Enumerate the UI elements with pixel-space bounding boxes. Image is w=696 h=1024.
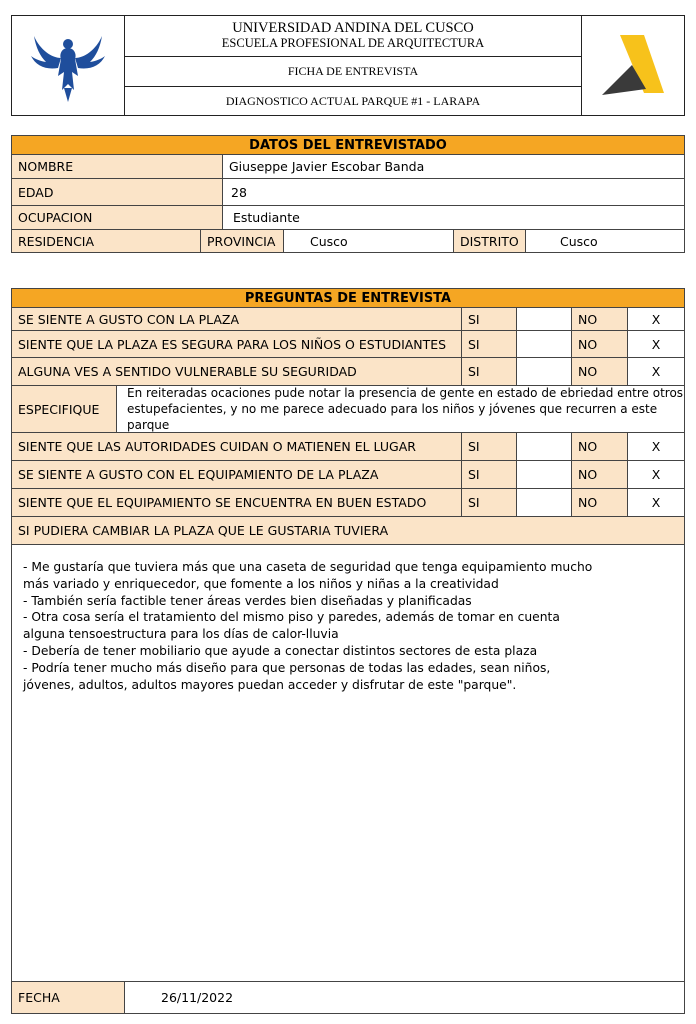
specify-line-1: En reiteradas ocaciones pude notar la presencia de gente en estado de ebriedad entre otros [127,385,684,400]
occupation-label: OCUPACION [11,205,223,230]
q6-yes-label: SI [461,488,517,517]
university-title-box [124,15,582,57]
q2-no-value: X [627,330,685,358]
form-title: FICHA DE ENTREVISTA [287,64,419,78]
age-label: EDAD [11,178,223,206]
change-answer-line-7: - Podría tener mucho más diseño para que personas de todas las edades, sean niños, [23,660,551,675]
district-label: DISTRITO [453,229,526,253]
q5-no-label: NO [571,460,628,489]
q1-no-label: NO [571,307,628,331]
name-value: Giuseppe Javier Escobar Banda [222,154,685,179]
change-answer-line-3: - También sería factible tener áreas verdes bien diseñadas y planificadas [23,593,472,608]
question-2: SIENTE QUE LA PLAZA ES SEGURA PARA LOS NIÑOS O ESTUDIANTES [11,330,462,358]
change-answer-line-6: - Debería de tener mobiliario que ayude a conectar distintos sectores de esta plaza [23,643,538,658]
name-label: NOMBRE [11,154,223,179]
specify-label: ESPECIFIQUE [11,385,117,433]
q2-yes-value [516,330,572,358]
university-name: UNIVERSIDAD ANDINA DEL CUSCO [232,20,474,37]
specify-line-2: estupefacientes, y no me parece adecuado para los niños y jóvenes que recurren a este parque [127,401,658,433]
question-5: SE SIENTE A GUSTO CON EL EQUIPAMIENTO DE LA PLAZA [11,460,462,489]
province-label: PROVINCIA [200,229,284,253]
q1-yes-label: SI [461,307,517,331]
question-6: SIENTE QUE EL EQUIPAMIENTO SE ENCUENTRA EN BUEN ESTADO [11,488,462,517]
change-answer-line-1: - Me gustaría que tuviera más que una caseta de seguridad que tenga equipamiento mucho [23,560,593,574]
change-answer-box [11,544,685,982]
age-value: 28 [222,178,685,206]
specify-answer [116,385,685,433]
change-answer-line-4: - Otra cosa sería el tratamiento del mismo piso y paredes, además de tomar en cuenta [23,610,560,625]
form-subtitle: DIAGNOSTICO ACTUAL PARQUE #1 - LARAPA [225,93,481,108]
date-value: 26/11/2022 [124,981,685,1014]
q3-no-label: NO [571,357,628,386]
q1-yes-value [516,307,572,331]
school-triangle-logo [598,33,668,99]
q3-no-value: X [627,357,685,386]
change-answer-line-2: más variado y enriquecedor, que fomente a los niños y niñas a la creatividad [23,576,499,591]
question-3: ALGUNA VES A SENTIDO VULNERABLE SU SEGURIDAD [11,357,462,386]
questions-section-title: PREGUNTAS DE ENTREVISTA [11,288,685,308]
q1-no-value: X [627,307,685,331]
q4-yes-label: SI [461,432,517,461]
district-value: Cusco [525,229,685,253]
q6-no-label: NO [571,488,628,517]
residence-label: RESIDENCIA [11,229,201,253]
question-1: SE SIENTE A GUSTO CON LA PLAZA [11,307,462,331]
q6-no-value: X [627,488,685,517]
q3-yes-label: SI [461,357,517,386]
q5-yes-value [516,460,572,489]
change-answer-line-5: alguna tensoestructura para los días de calor-lluvia [23,627,339,642]
occupation-value: Estudiante [222,205,685,230]
logo-right-box [581,15,685,116]
subtitle-box [124,86,582,116]
q4-yes-value [516,432,572,461]
school-name: ESCUELA PROFESIONAL DE ARQUITECTURA [221,36,485,51]
form-title-box [124,56,582,87]
interviewee-section-title: DATOS DEL ENTREVISTADO [11,135,685,155]
change-question-label: SI PUDIERA CAMBIAR LA PLAZA QUE LE GUSTARIA TUVIERA [11,516,685,545]
province-value: Cusco [283,229,454,253]
change-answer-line-8: jóvenes, adultos, adultos mayores puedan acceder y disfrutar de este "parque". [23,677,517,692]
q4-no-label: NO [571,432,628,461]
q2-no-label: NO [571,330,628,358]
date-label: FECHA [11,981,125,1014]
q4-no-value: X [627,432,685,461]
q5-no-value: X [627,460,685,489]
question-4: SIENTE QUE LAS AUTORIDADES CUIDAN O MATIENEN EL LUGAR [11,432,462,461]
logo-left-box [11,15,125,116]
q5-yes-label: SI [461,460,517,489]
university-eagle-logo [28,28,108,104]
q2-yes-label: SI [461,330,517,358]
q3-yes-value [516,357,572,386]
q6-yes-value [516,488,572,517]
